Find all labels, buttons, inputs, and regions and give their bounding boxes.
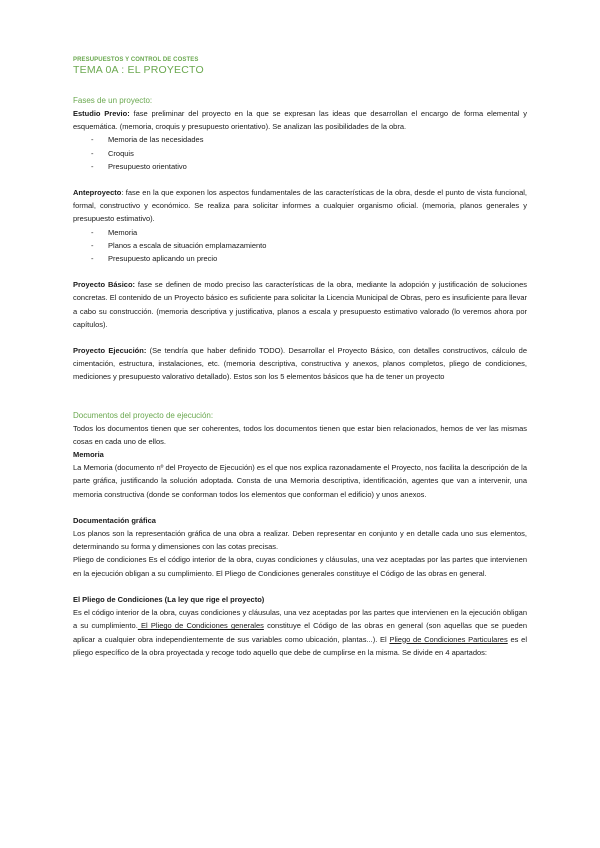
memoria-heading: Memoria: [73, 450, 104, 460]
anteproyecto-list: [73, 226, 527, 266]
estudio-previo-paragraph: [73, 107, 527, 133]
list-item: - Presupuesto aplicando un precio: [73, 252, 527, 265]
proyecto-basico-term: Proyecto Básico:: [73, 280, 136, 290]
estudio-previo-list: [73, 133, 527, 173]
pliego-paragraph: [73, 606, 527, 659]
pliego-text-c: es el pliego específico de la obra proyectada y recoge todo aquello que debe de cumplirse en la misma. Se divide en 4 apartados:: [73, 634, 527, 657]
grafica-heading: Documentación gráfica: [73, 515, 156, 525]
proyecto-ejecucion-term: Proyecto Ejecución:: [73, 346, 147, 356]
list-item: - Memoria de las necesidades: [73, 133, 527, 146]
memoria-text: La Memoria (documento nº del Proyecto de Ejecución) es el que nos explica razonadamente el Proyecto, nos facilita la descripción de la parte gráfica, justificando la solución adoptada. Consta de una Memoria descriptiva, identificación, agentes que van a intervenir, una memoria constructiva (donde se conforman todos los elementos que conforman el edificio) y unos anexos.: [73, 463, 527, 499]
documents-heading: Documentos del proyecto de ejecución:: [73, 410, 214, 420]
documents-intro: Todos los documentos tienen que ser coherentes, todos los documentos tienen que estar bien relacionados, hemos de ver las mismas cosas en cada uno de ellos.: [73, 423, 527, 446]
anteproyecto-term: Anteproyecto: [73, 188, 122, 198]
pliego-heading: El Pliego de Condiciones (La ley que rige el proyecto): [73, 594, 265, 604]
pliego-particulares-link: Pliego de Condiciones Particulares: [389, 634, 508, 644]
page-content: [73, 56, 527, 659]
pliego-generales-link: El Pliego de Condiciones generales: [137, 621, 264, 631]
list-item: - Croquis: [73, 147, 527, 160]
phases-heading: Fases de un proyecto:: [73, 96, 153, 105]
estudio-previo-term: Estudio Previo:: [73, 109, 130, 118]
course-name: PRESUPUESTOS Y CONTROL DE COSTES: [73, 57, 199, 63]
list-item: - Planos a escala de situación emplamazamiento: [73, 239, 527, 252]
pliego-text-b: constituye el Código de las obras en general (son aquellas que se pueden aplicar a cualquier obra independientemente de sus variables como ubicación, plantas...). El: [73, 621, 527, 644]
proyecto-ejecucion-text: (Se tendría que haber definido TODO). Desarrollar el Proyecto Básico, con detalles constructivos, cálculo de cimentación, estructura, instalaciones, etc. (memoria descriptiva, constructiva y anexos, planos completos, pliego de condiciones, mediciones y presupuesto valorativo detallado). Estos son los 5 elementos básicos que ha de tener un proyecto: [73, 346, 528, 382]
pliego-condiciones-text: Pliego de condiciones Es el código interior de la obra, cuyas condiciones y cláusulas, una vez aceptadas por las partes que intervienen en la ejecución obligan a su cumplimiento. El Pliego de Condiciones generales constituye el Código de las obras en general.: [73, 555, 527, 578]
proyecto-basico-paragraph: [73, 278, 527, 331]
estudio-previo-text: fase preliminar del proyecto en la que se expresan las ideas que desarrollan el encargo de forma elemental y esquemática. (memoria, croquis y presupuesto orientativo). Se analizan las posibilidades de la obra.: [73, 109, 527, 132]
list-item: - Presupuesto orientativo: [73, 160, 527, 173]
list-item: - Memoria: [73, 226, 527, 239]
proyecto-ejecucion-paragraph: [73, 344, 527, 384]
anteproyecto-paragraph: [73, 186, 527, 226]
proyecto-basico-text: fase se definen de modo preciso las características de la obra, mediante la adopción y justificación de soluciones concretas. El contenido de un Proyecto básico es suficiente para solicitar la Licencia Municipal de Obras, pero es insuficiente para llevar a cabo su construcción. (memoria descriptiva y justificativa, planos a escala y presupuesto estimativo valorado (lo veremos ahora por capítulos).: [73, 280, 527, 329]
page-title: TEMA 0A : EL PROYECTO: [73, 64, 204, 76]
anteproyecto-text: : fase en la que exponen los aspectos fundamentales de las características de la obra, desde el punto de vista funcional, formal, constructivo y económico. Se realiza para solicitar informes a cualquier organismo oficial. (memoria, planos generales y presupuesto estimativo).: [73, 188, 527, 224]
pliego-text-a: Es el código interior de la obra, cuyas condiciones y cláusulas, una vez aceptadas por las partes que intervienen en la ejecución obligan a su cumplimiento.: [73, 608, 527, 631]
grafica-text: Los planos son la representación gráfica de una obra a realizar. Deben representar en conjunto y en detalle cada uno sus elementos, determinando su forma y dimensiones con las cotas precisas.: [73, 529, 527, 552]
